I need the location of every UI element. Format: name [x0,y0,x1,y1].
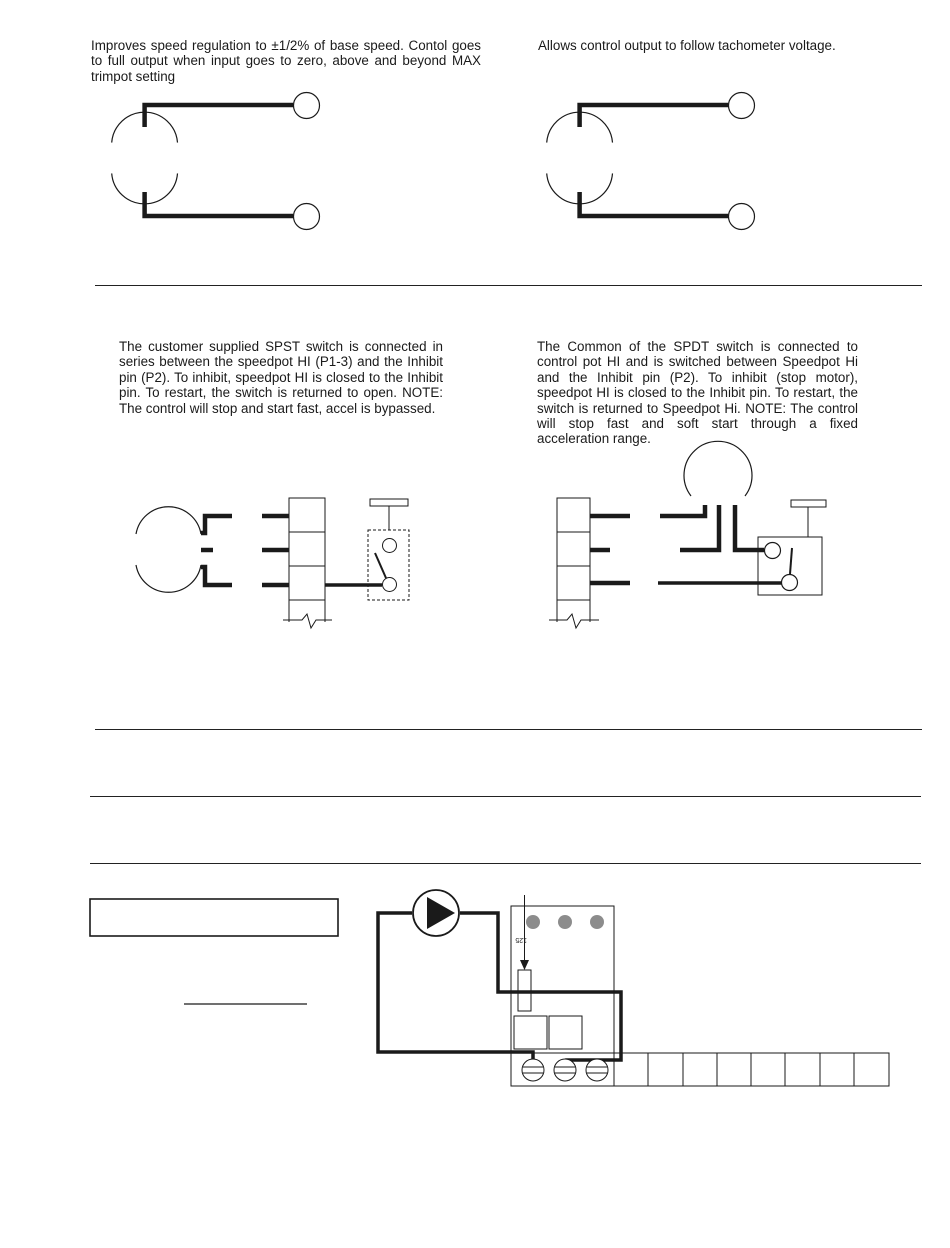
top-right-tach-diagram [547,93,755,230]
speedpot-arc-top [136,507,201,534]
switch-actuator [791,500,826,507]
pot-wire-bottom [201,567,232,585]
spst-inhibit-diagram [136,498,409,628]
upper-wire [145,105,293,127]
relay-block-left [514,1016,547,1049]
switch-actuator [370,499,408,506]
terminal-dot-1 [526,915,540,929]
terminal-dot-3 [590,915,604,929]
top-right-description: Allows control output to follow tachometer voltage. [538,38,836,53]
top-left-description: Improves speed regulation to ±1/2% of base speed. Contol goes to full output when input goes to zero, above and beyond MAX trimpot setting [91,38,481,84]
terminal-circle-upper [729,93,755,119]
terminal-dot-2 [558,915,572,929]
upper-wire [580,105,728,127]
pot-wire-wiper [680,505,719,550]
speedpot-arc [684,441,752,496]
screw-terminal-2 [554,1059,576,1081]
terminal-circle-lower [294,204,320,230]
mid-left-description: The customer supplied SPST switch is connected in series between the speedpot HI (P1-3) and the Inhibit pin (P2). To inhibit, speedpot HI is closed to the Inhibit pin. To restart, the switch is returned to open. NOTE: The control will stop and start fast, accel is bypassed. [119,339,443,416]
mid-right-description: The Common of the SPDT switch is connected to control pot HI and is switched between Speedpot Hi and the Inhibit pin (P2). To inhibit (stop motor), speedpot HI is closed to the Inhibit pin. To restart, the switch is returned to Speedpot Hi. NOTE: The control will stop fast and soft start through a fixed acceleration range. [537,339,858,447]
speedpot-arc-bottom [136,565,201,592]
terminal-block [557,498,590,600]
spdt-inhibit-diagram [549,441,826,628]
switch-contact-left [765,543,781,559]
switch-blade [790,548,792,574]
switch-contact-upper [383,539,397,553]
switch-contact-common [782,575,798,591]
label-box [90,899,338,936]
screw-terminal-1 [522,1059,544,1081]
pot-wire-left [660,505,705,516]
relay-block-right [549,1016,582,1049]
pot-wire-top [201,516,232,533]
board-connection-diagram [378,890,889,1086]
terminal-circle-lower [729,204,755,230]
switch-blade [375,553,386,578]
motor-wire-lower [378,913,533,1062]
pot-wire-common [735,505,764,550]
switch-contact-lower [383,578,397,592]
screw-terminal-3 [586,1059,608,1081]
terminal-block [289,498,325,600]
top-left-tach-diagram [112,93,320,230]
terminal-circle-upper [294,93,320,119]
board-label: 125 [515,936,527,943]
